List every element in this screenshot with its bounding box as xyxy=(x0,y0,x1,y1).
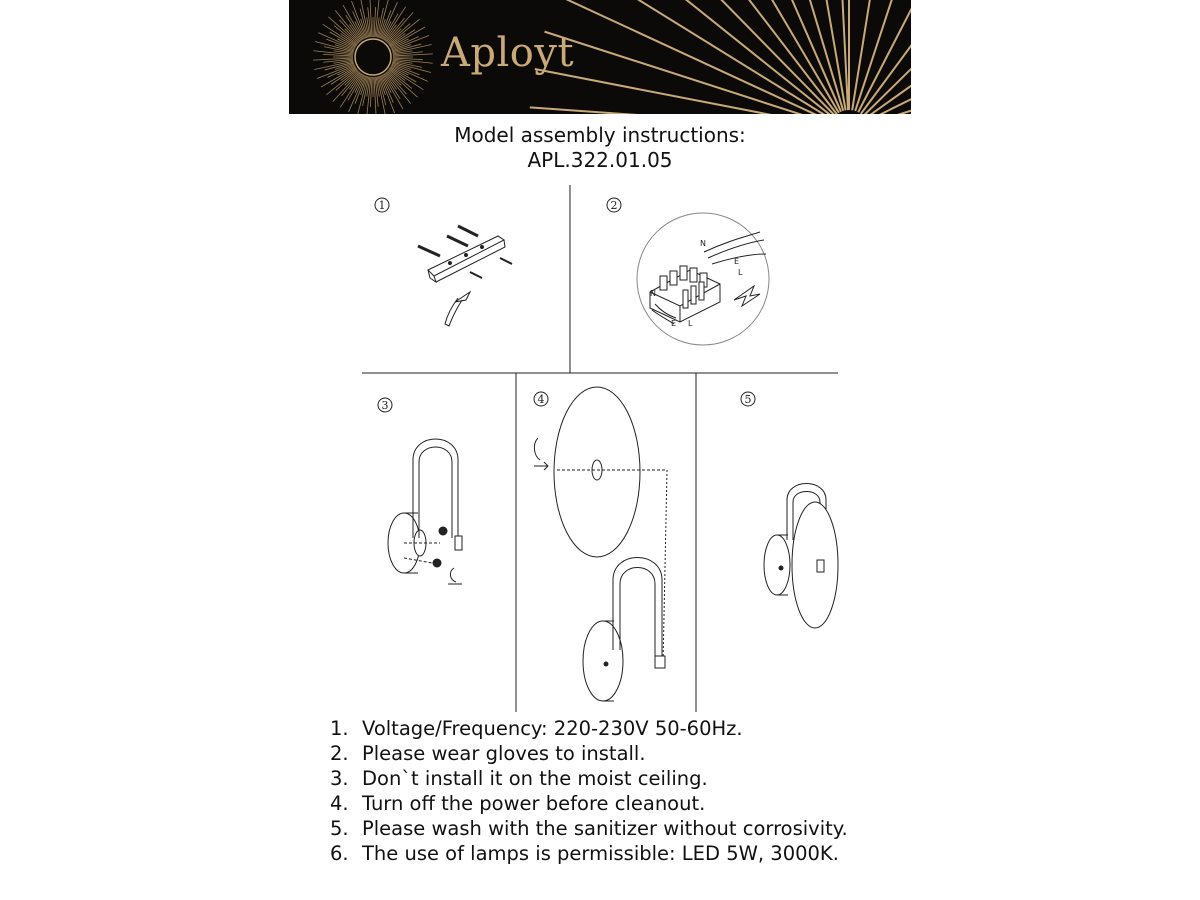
list-item xyxy=(330,841,848,866)
step-number-4 xyxy=(534,392,548,406)
svg-text:N: N xyxy=(700,239,706,248)
note-text: Please wash with the sanitizer without corrosivity. xyxy=(362,817,848,840)
list-item xyxy=(330,716,848,741)
model-number: APL.322.01.05 xyxy=(527,148,673,172)
note-number: 4. xyxy=(330,792,349,815)
note-text: Don`t install it on the moist ceiling. xyxy=(362,767,708,790)
note-text: Turn off the power before cleanout. xyxy=(362,792,706,815)
svg-text:N: N xyxy=(650,289,656,298)
note-text: Please wear gloves to install. xyxy=(362,742,646,765)
svg-text:L: L xyxy=(688,319,693,328)
mounting-bracket-screws-icon xyxy=(418,226,512,326)
svg-text:2: 2 xyxy=(610,199,618,212)
svg-text:E: E xyxy=(734,257,740,266)
note-number: 1. xyxy=(330,717,349,740)
step-number-3 xyxy=(378,398,392,412)
assembled-lamp-icon xyxy=(764,484,838,629)
svg-text:L: L xyxy=(738,268,743,277)
svg-text:3: 3 xyxy=(381,399,389,412)
list-item xyxy=(330,791,848,816)
step-number-2 xyxy=(607,198,621,212)
step-number-5 xyxy=(741,392,755,406)
note-text: The use of lamps is permissible: LED 5W, 3000K. xyxy=(362,842,839,865)
svg-text:1: 1 xyxy=(378,199,386,212)
note-number: 3. xyxy=(330,767,349,790)
note-text: Voltage/Frequency: 220-230V 50-60Hz. xyxy=(362,717,743,740)
brand-name: Aployt xyxy=(441,30,575,76)
lamp-body-assembly-icon xyxy=(388,439,462,584)
disc-shade-attach-icon xyxy=(534,387,667,701)
svg-text:5: 5 xyxy=(744,393,752,406)
note-number: 5. xyxy=(330,817,349,840)
list-item xyxy=(330,816,848,841)
list-item xyxy=(330,766,848,791)
step-number-1 xyxy=(375,198,389,212)
svg-text:4: 4 xyxy=(537,393,545,406)
svg-text:E: E xyxy=(671,319,677,328)
safety-notes-list xyxy=(330,716,848,866)
note-number: 6. xyxy=(330,842,349,865)
list-item xyxy=(330,741,848,766)
terminal-block-wiring-icon xyxy=(637,213,769,345)
page-title: Model assembly instructions: xyxy=(454,123,746,147)
note-number: 2. xyxy=(330,742,349,765)
